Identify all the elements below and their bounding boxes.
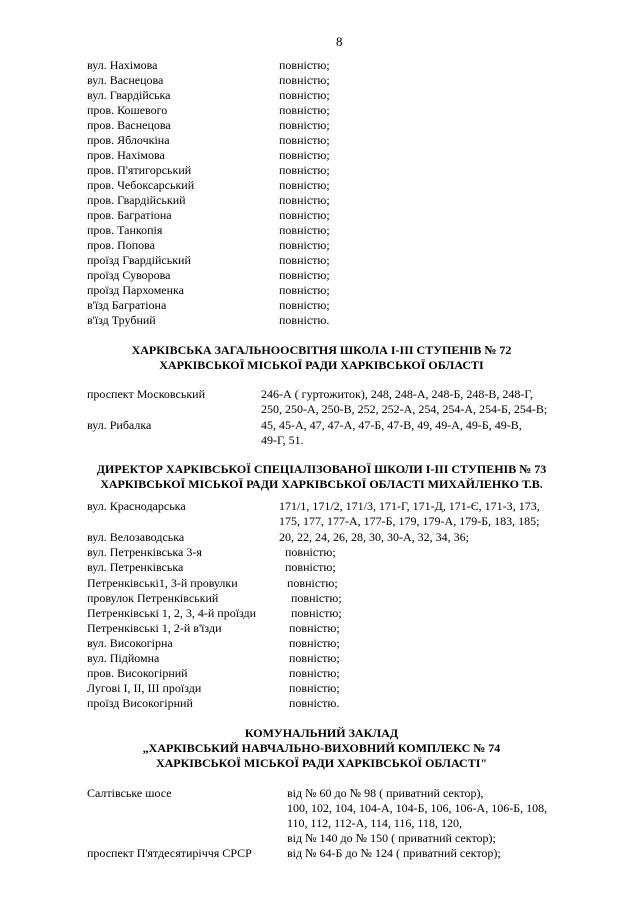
school73-heading-line1: ДИРЕКТОР ХАРКІВСЬКОЇ СПЕЦІАЛІЗОВАНОЇ ШКОЛИ І-ІІІ СТУПЕНІВ № 73 <box>96 462 547 476</box>
school74-heading-line2: „ХАРКІВСЬКИЙ НАВЧАЛЬНО-ВИХОВНИЙ КОМПЛЕКС № 74 <box>142 741 501 755</box>
school74-heading-line1: КОМУНАЛЬНИЙ ЗАКЛАД <box>244 726 399 740</box>
school72-heading-line1: ХАРКІВСЬКА ЗАГАЛЬНООСВІТНЯ ШКОЛА І-ІІІ СТУПЕНІВ № 72 <box>131 343 512 357</box>
school73-heading-line2: ХАРКІВСЬКОЇ МІСЬКОЇ РАДИ ХАРКІВСЬКОЇ ОБЛАСТІ МИХАЙЛЕНКО Т.В. <box>100 477 543 491</box>
school72-heading-line2: ХАРКІВСЬКОЇ МІСЬКОЇ РАДИ ХАРКІВСЬКОЇ ОБЛАСТІ <box>159 358 484 372</box>
page-number: 8 <box>336 34 343 49</box>
school74-heading-line3: ХАРКІВСЬКОЇ МІСЬКОЇ РАДИ ХАРКІВСЬКОЇ ОБЛАСТІ" <box>155 756 488 770</box>
document-page: 8 вул. Нахімова повністю; вул. Васнецова повністю; вул. Гвардійська повністю; пров. Кошевого повністю; пров. Васнецова повністю; пров. Яблочкіна повністю; пров. Нахімова повністю; пров. П'ятигорський повністю; пров. Чебоксарський повністю; пров. Гвардійський повністю; пров. Багратіона повністю; пров. Танкопія повністю; пров. Попова повністю; проїзд Гвардійський повністю; проїзд Суворова повністю; проїзд Пархоменка повністю; в'їзд Багратіона повністю; в'їзд Трубний повністю. ХАРКІВСЬКА ЗАГАЛЬНООСВІТНЯ ШКОЛА І-ІІІ СТУПЕНІВ № 72 ХАРКІВСЬКОЇ МІСЬКОЇ РАДИ ХАРКІВСЬКОЇ ОБЛАСТІ проспект Московський 246-А ( гуртожиток), 248, 248-А, 248-Б, 248-В, 248-Г, 250, 250-А, 250-В, 252, 252-А, 254, 254-А, 254-Б, 254-В; вул. Рибалка 45, 45-А, 47, 47-А, 47-Б, 47-В, 49, 49-А, 49-Б, 49-В, 49-Г, 51. ДИРЕКТОР ХАРКІВСЬКОЇ СПЕЦІАЛІЗОВАНОЇ ШКОЛИ І-ІІІ СТУПЕНІВ № 73 ХАРКІВСЬКОЇ МІСЬКОЇ РАДИ ХАРКІВСЬКОЇ ОБЛАСТІ МИХАЙЛЕНКО Т.В. вул. Краснодарська 171/1, 171/2, 171/3, 171-Г, 171-Д, 171-Є, 171-З, 173, 175, 177, 177-А, 177-Б, 179, 179-А, 179-Б, 183, 185; вул. Велозаводська 20, 22, 24, 26, 28, 30, 30-А, 32, 34, 36; вул. Петренківська 3-я повністю; вул. Петренківська повністю; Петренківські1, 3-й провулки повністю; провулок Петренківський повністю; Петренківські 1, 2, 3, 4-й проїзди повністю; Петренківські 1, 2-й в'їзди повністю; вул. Високогірна повністю; вул. Підйомна повністю; пров. Високогірний повністю; Лугові І, ІІ, ІІІ проїзди повністю; проїзд Високогірний повністю. КОМУНАЛЬНИЙ ЗАКЛАД „ХАРКІВСЬКИЙ НАВЧАЛЬНО-ВИХОВНИЙ КОМПЛЕКС № 74 ХАРКІВСЬКОЇ МІСЬКОЇ РАДИ ХАРКІВСЬКОЇ ОБЛАСТІ" Салтівське шосе від № 60 до № 98 ( приватний сектор), 100, 102, 104, 104-А, 104-Б, 106, 106-А, 106-Б, 108, 110, 112, 112-А, 114, 116, 118, 120, від № 140 до № 150 ( приватний сектор); проспект П'ятдесятиріччя СРСР від № 64-Б до № 124 ( приватний сектор); <box>0 0 643 910</box>
